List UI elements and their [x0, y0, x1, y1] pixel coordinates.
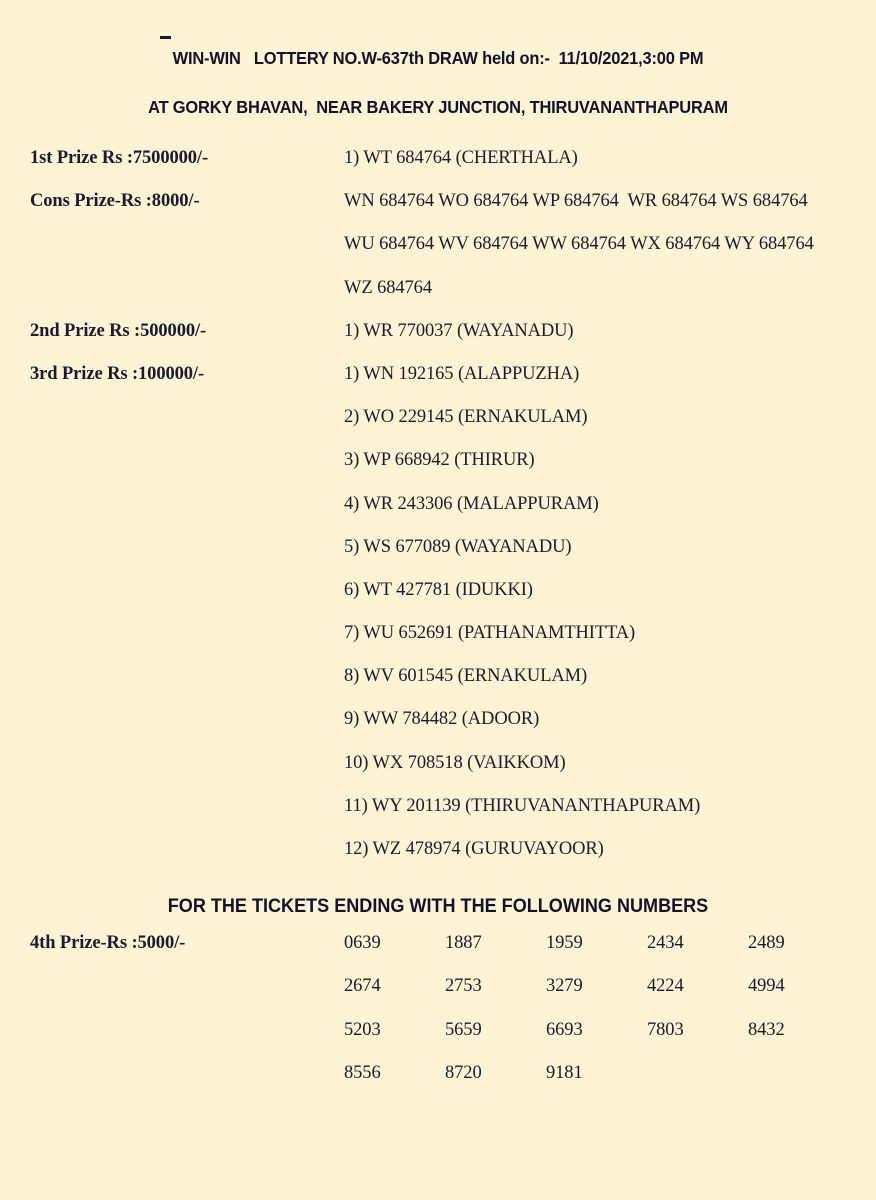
prize-row-second — [0, 321, 876, 364]
prize-row-third-cont — [0, 494, 876, 537]
prize-row-third-cont — [0, 580, 876, 623]
lottery-number: 2753 — [445, 976, 482, 997]
third-prize-winner: 2) WO 229145 (ERNAKULAM) — [344, 407, 588, 428]
fourth-prize-number-row — [322, 976, 876, 997]
third-prize-label: 3rd Prize Rs :100000/- — [30, 363, 205, 384]
second-prize-winner: 1) WR 770037 (WAYANADU) — [344, 320, 574, 341]
prize-row-third — [0, 364, 876, 407]
prize-row-consolation — [0, 191, 876, 234]
draw-title: WIN-WIN LOTTERY NO.W-637th DRAW held on:- 11/10/2021,3:00 PM — [172, 48, 704, 68]
fourth-prize-row-3 — [0, 1020, 876, 1063]
prize-row-third-cont — [0, 666, 876, 709]
third-prize-winner: 3) WP 668942 (THIRUR) — [344, 450, 535, 471]
first-prize-label: 1st Prize Rs :7500000/- — [30, 148, 209, 168]
third-prize-winner: 12) WZ 478974 (GURUVAYOOR) — [344, 839, 604, 859]
third-prize-winner: 8) WV 601545 (ERNAKULAM) — [344, 666, 588, 687]
lottery-number: 4994 — [748, 976, 785, 997]
consolation-prize-label: Cons Prize-Rs :8000/- — [30, 191, 200, 212]
prize-row-third-cont — [0, 753, 876, 796]
prize-row-consolation-cont-1 — [0, 234, 876, 277]
third-prize-winner: 10) WX 708518 (VAIKKOM) — [344, 752, 566, 773]
lottery-number: 3279 — [546, 976, 583, 997]
third-prize-winner: 7) WU 652691 (PATHANAMTHITTA) — [344, 623, 636, 644]
draw-venue: AT GORKY BHAVAN, NEAR BAKERY JUNCTION, THIRUVANANTHAPURAM — [148, 97, 728, 117]
fourth-prize-row-4 — [0, 1063, 876, 1106]
fourth-prize-number-row — [322, 933, 876, 954]
lottery-number: 2489 — [748, 933, 785, 954]
lottery-number: 7803 — [647, 1019, 684, 1040]
consolation-winners-line-1: WN 684764 WO 684764 WP 684764 WR 684764 WS 684764 — [344, 191, 808, 212]
lottery-number: 1959 — [546, 933, 583, 954]
document-header — [0, 0, 876, 118]
third-prize-winner: 6) WT 427781 (IDUKKI) — [344, 579, 533, 600]
lottery-number: 4224 — [647, 976, 684, 997]
fourth-prize-row-2 — [0, 976, 876, 1019]
stray-dash-artifact — [160, 36, 171, 39]
prize-row-third-cont — [0, 839, 876, 882]
ending-numbers-heading: FOR THE TICKETS ENDING WITH THE FOLLOWING NUMBERS — [167, 896, 709, 918]
prize-row-third-cont — [0, 623, 876, 666]
lottery-number: 8432 — [748, 1019, 785, 1040]
prize-row-third-cont — [0, 796, 876, 839]
third-prize-winner: 9) WW 784482 (ADOOR) — [344, 709, 540, 730]
lottery-number: 8556 — [344, 1062, 381, 1083]
lottery-number: 6693 — [546, 1019, 583, 1040]
prize-list — [0, 148, 876, 1106]
fourth-prize-label: 4th Prize-Rs :5000/- — [30, 933, 186, 954]
consolation-winners-line-3: WZ 684764 — [344, 277, 432, 298]
consolation-winners-line-2: WU 684764 WV 684764 WW 684764 WX 684764 WY 684764 — [344, 234, 814, 255]
second-prize-label: 2nd Prize Rs :500000/- — [30, 320, 207, 341]
prize-row-fourth — [0, 933, 876, 976]
prize-row-first — [0, 148, 876, 191]
fourth-prize-number-row — [322, 1020, 876, 1041]
lottery-number: 1887 — [445, 933, 482, 954]
prize-row-third-cont — [0, 450, 876, 493]
lottery-number: 8720 — [445, 1062, 482, 1083]
prize-row-third-cont — [0, 709, 876, 752]
third-prize-winner: 5) WS 677089 (WAYANADU) — [344, 536, 572, 557]
prize-row-third-cont — [0, 537, 876, 580]
lottery-number: 2674 — [344, 976, 381, 997]
third-prize-winner: 4) WR 243306 (MALAPPURAM) — [344, 493, 599, 514]
third-prize-winner: 1) WN 192165 (ALAPPUZHA) — [344, 363, 580, 384]
prize-row-consolation-cont-2 — [0, 278, 876, 321]
lottery-number: 5203 — [344, 1019, 381, 1040]
first-prize-winner: 1) WT 684764 (CHERTHALA) — [344, 148, 578, 168]
third-prize-winner: 11) WY 201139 (THIRUVANANTHAPURAM) — [344, 795, 701, 816]
lottery-number: 5659 — [445, 1019, 482, 1040]
fourth-prize-number-row — [322, 1063, 876, 1084]
lottery-number: 9181 — [546, 1062, 583, 1083]
lottery-number: 2434 — [647, 933, 684, 954]
prize-row-third-cont — [0, 407, 876, 450]
lottery-number: 0639 — [344, 933, 381, 954]
